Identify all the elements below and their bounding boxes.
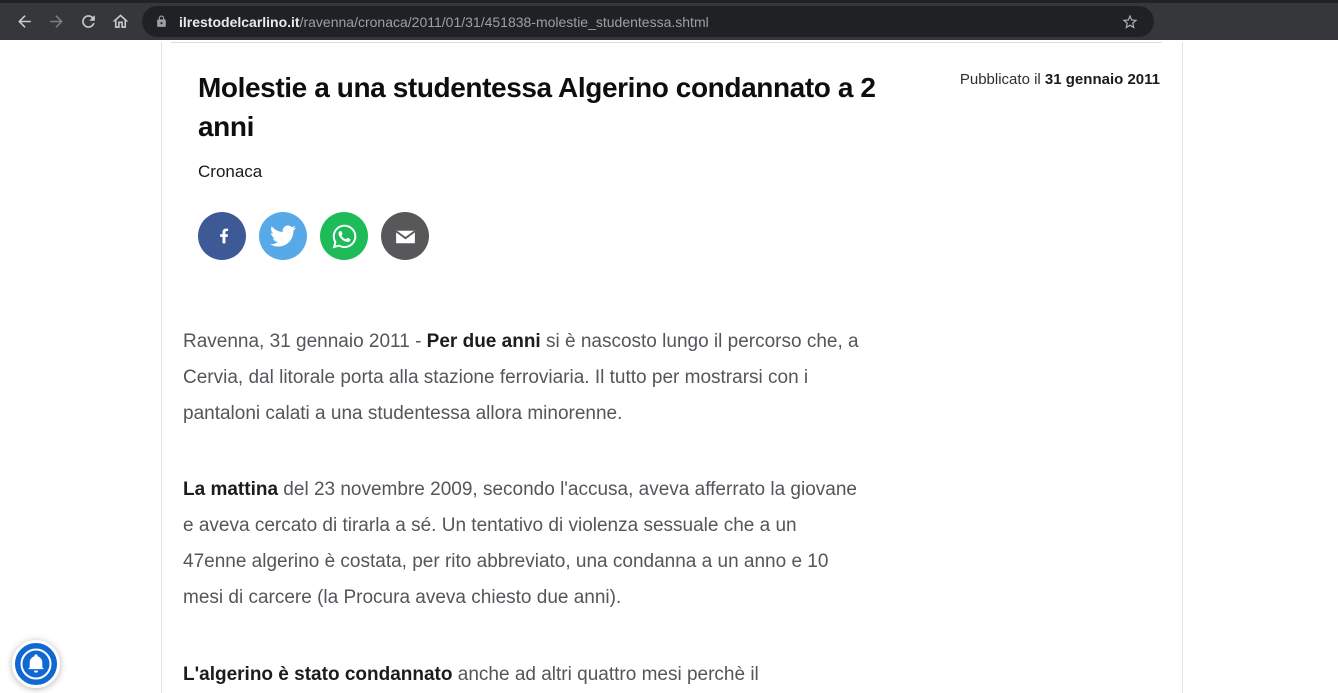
home-icon: [111, 12, 130, 31]
bookmark-button[interactable]: [1118, 10, 1142, 34]
back-button[interactable]: [8, 6, 40, 38]
article-container: [161, 42, 1183, 693]
paragraph-1: Ravenna, 31 gennaio 2011 - Per due anni si è nascosto lungo il percorso che, a Cervia, dal litorale porta alla stazione ferroviaria. Il tutto per mostrarsi con i pantaloni calati a una studentessa allora minorenne.: [183, 331, 859, 424]
share-buttons-row: [162, 212, 1182, 260]
refresh-icon: [79, 12, 98, 31]
star-outline-icon: [1121, 13, 1139, 31]
url-domain: ilrestodelcarlino.it: [179, 13, 300, 30]
share-whatsapp-button[interactable]: [320, 212, 368, 260]
forward-button[interactable]: [40, 6, 72, 38]
category-label: Cronaca: [198, 162, 263, 181]
url-path: /ravenna/cronaca/2011/01/31/451838-molestie_studentessa.shtml: [299, 13, 709, 30]
article-title: Molestie a una studentessa Algerino condannato a 2 anni: [198, 72, 876, 142]
page-background: [0, 42, 1338, 693]
address-bar[interactable]: [142, 6, 1154, 37]
home-button[interactable]: [104, 6, 136, 38]
article-header: [162, 43, 1182, 146]
back-arrow-icon: [15, 12, 34, 31]
bell-icon: [16, 644, 56, 684]
facebook-icon: [216, 224, 229, 248]
paragraph-3: L'algerino è stato condannato anche ad altri quattro mesi perchè il: [183, 664, 759, 685]
article-body: [162, 324, 862, 693]
browser-toolbar: [0, 0, 1338, 40]
share-facebook-button[interactable]: [198, 212, 246, 260]
twitter-icon: [270, 223, 296, 249]
share-twitter-button[interactable]: [259, 212, 307, 260]
share-email-button[interactable]: [381, 212, 429, 260]
notification-bell-button[interactable]: [12, 640, 60, 688]
publish-date: Pubblicato il 31 gennaio 2011: [959, 71, 1160, 88]
email-icon: [393, 224, 418, 249]
whatsapp-icon: [331, 223, 358, 250]
refresh-button[interactable]: [72, 6, 104, 38]
forward-arrow-icon: [47, 12, 66, 31]
url-text: [179, 14, 709, 30]
lock-icon: [155, 15, 168, 28]
paragraph-2: La mattina del 23 novembre 2009, secondo l'accusa, aveva afferrato la giovane e aveva cercato di tirarla a sé. Un tentativo di violenza sessuale che a un 47enne algerino è costata, per rito abbreviato, una condanna a un anno e 10 mesi di carcere (la Procura aveva chiesto due anni).: [183, 479, 857, 608]
